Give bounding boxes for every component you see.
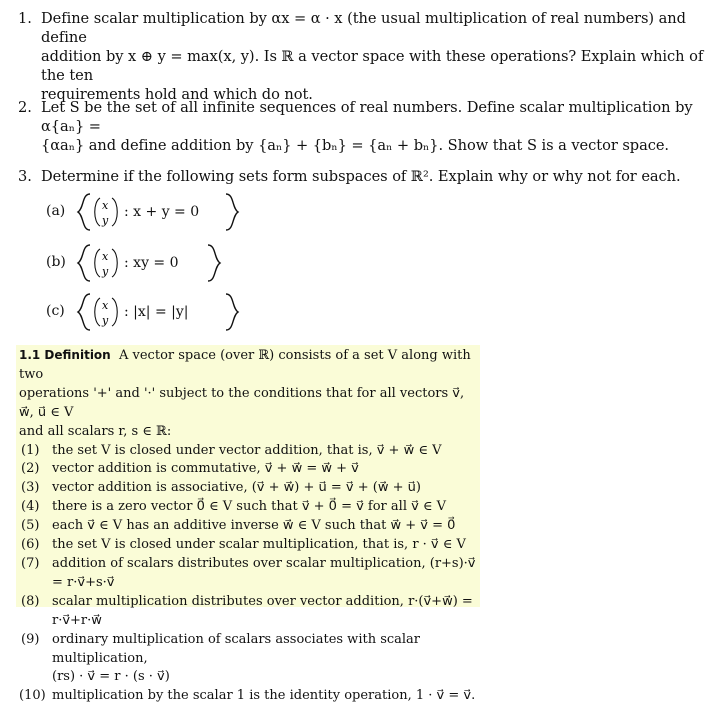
vector-top: x [102,299,109,312]
axiom-item [16,460,480,479]
problem-1-line-1: Define scalar multiplication by αx = α · x (the usual multiplication of real numbers) and define [41,10,686,46]
problem-1 [18,9,718,104]
problem-3-line-1: Determine if the following sets form subspaces of ℝ². Explain why or why not for each. [41,168,681,185]
vector-bottom: y [102,214,109,227]
axiom-item [16,687,480,706]
axiom-number: (10) [19,688,46,704]
vector-top: x [102,250,109,263]
axiom-text: vector addition is commutative, v⃗ + w⃗ = w⃗ + v⃗ [52,461,359,477]
definition-intro-line-3: and all scalars r, s ∈ ℝ: [19,423,172,439]
axiom-number: (8) [21,593,40,609]
axiom-list [16,442,480,706]
set-close-bracket [224,292,238,332]
axiom-text: multiplication by the scalar 1 is the identity operation, 1 · v⃗ = v⃗. [52,688,476,704]
axiom-text: the set V is closed under scalar multiplication, that is, r · v⃗ ∈ V [52,537,466,553]
problem-3 [18,167,718,186]
vector-bottom: y [102,314,109,327]
axiom-text: there is a zero vector 0⃗ ∈ V such that v⃗ + 0⃗ = v⃗ for all v⃗ ∈ V [52,499,447,515]
axiom-item [16,555,480,593]
definition-intro-line-1: A vector space (over ℝ) consists of a set V along with two [19,348,471,382]
axiom-text: scalar multiplication distributes over vector addition, r·(v⃗+w⃗) = r·v⃗+r·w⃗ [52,593,473,628]
subspace-a [46,192,346,232]
subspace-c [46,292,346,332]
problem-number: 2. [18,99,32,116]
axiom-number: (5) [21,518,40,534]
axiom-number: (4) [21,499,40,515]
axiom-text: the set V is closed under vector addition, that is, v⃗ + w⃗ ∈ V [52,442,442,458]
axiom-text: vector addition is associative, (v⃗ + w⃗) + u⃗ = v⃗ + (w⃗ + u⃗) [52,480,421,496]
problem-2-line-2: {αaₙ} and define addition by {aₙ} + {bₙ} = {aₙ + bₙ}. Show that S is a vector space. [41,137,670,154]
axiom-item-continuation [16,668,480,687]
axiom-text: ordinary multiplication of scalars associates with scalar multiplication, [52,631,421,666]
definition-intro [16,345,480,442]
problem-2 [18,98,718,155]
subspace-condition: : x + y = 0 [124,204,200,220]
subspace-label: (c) [46,303,65,319]
axiom-item [16,593,480,631]
axiom-text: (rs) · v⃗ = r · (s · v⃗) [52,669,170,685]
axiom-number: (9) [21,631,40,647]
axiom-number: (3) [21,480,40,496]
set-close-bracket [224,192,238,232]
subspace-label: (b) [46,254,66,270]
axiom-text: addition of scalars distributes over scalar multiplication, (r+s)·v⃗ = r·v⃗+s·v⃗ [52,555,476,590]
axiom-number: (7) [21,555,40,571]
problem-1-line-3: requirements hold and which do not. [41,86,313,103]
axiom-item [16,631,480,669]
subspace-b [46,243,346,283]
axiom-number: (6) [21,537,40,553]
problem-2-line-1: Let S be the set of all infinite sequences of real numbers. Define scalar multiplication by α{aₙ} = [41,99,693,135]
vector-bottom: y [102,265,109,278]
axiom-number: (1) [21,442,40,458]
problem-number: 1. [18,10,32,27]
subspace-condition: : |x| = |y| [124,304,189,320]
set-close-bracket [206,243,220,283]
vector-top: x [102,199,109,212]
axiom-number: (2) [21,461,40,477]
problem-number: 3. [18,168,32,185]
subspace-label: (a) [46,203,66,219]
definition-box [16,345,480,704]
set-open-bracket [76,243,112,283]
definition-intro-line-2: operations '+' and '·' subject to the conditions that for all vectors v⃗, w⃗, u⃗ ∈ V [19,385,465,420]
axiom-item [16,536,480,555]
subspace-condition: : xy = 0 [124,255,179,271]
definition-heading: 1.1 Definition [19,348,111,362]
problem-1-line-2: addition by x ⊕ y = max(x, y). Is ℝ a vector space with these operations? Explain which of the ten [41,48,704,84]
set-open-bracket [76,292,112,332]
axiom-item [16,517,480,536]
axiom-item [16,479,480,498]
axiom-item [16,442,480,461]
axiom-item [16,498,480,517]
set-open-bracket [76,192,112,232]
axiom-text: each v⃗ ∈ V has an additive inverse w⃗ ∈ V such that w⃗ + v⃗ = 0⃗ [52,518,456,534]
